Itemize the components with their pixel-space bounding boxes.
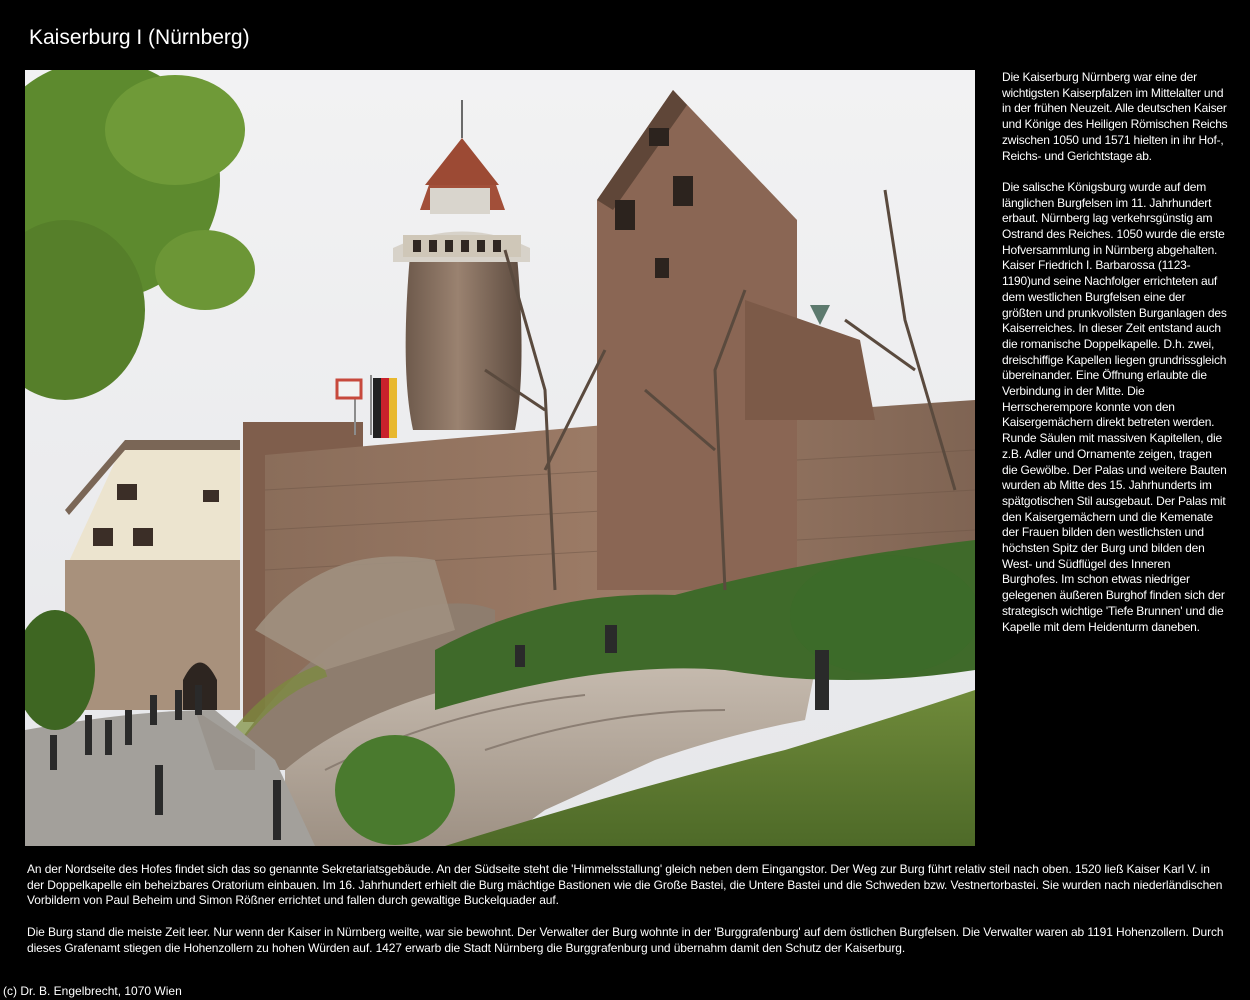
page-title: Kaiserburg I (Nürnberg)	[29, 26, 250, 49]
bottom-paragraph: An der Nordseite des Hofes findet sich das so genannte Sekretariatsgebäude. An der Südseite steht die 'Himmelsstallung' gleich neben dem Eingangstor. Der Weg zur Burg führt relativ steil nach oben. 1520 ließ Kaiser Karl V. in der Doppelkapelle ein beheizbares Oratorium einbauen. Im 16. Jahrhundert erhielt die Burg mächtige Bastionen wie die Große Bastei, die Untere Bastei und die Schweden bzw. Vestnertorbastei. Sie wurden nach niederländischen Vorbildern von Paul Beheim und Simon Rößner errichtet und fallen durch gewaltige Buckelquader auf.	[27, 862, 1223, 908]
copyright-footer: (c) Dr. B. Engelbrecht, 1070 Wien	[3, 984, 182, 998]
side-paragraph: Die salische Königsburg wurde auf dem länglichen Burgfelsen im 11. Jahrhundert erbaut. Nürnberg lag verkehrsgünstig am Ostrand des Reiches. 1050 wurde die erste Hofversammlung in Nürnberg abgehalten. Kaiser Friedrich I. Barbarossa (1123-1190)und seine Nachfolger errichteten auf dem westlichen Burgfelsen eine der größten und prunkvollsten Burganlagen des Kaiserreiches. In dieser Zeit entstand auch die romanische Doppelkapelle. D.h. zwei, dreischiffige Kapellen liegen grundrissgleich übereinander. Eine Öffnung erlaubte die Verbindung in der Mitte. Die Herrscherempore konnte von den Kaisergemächern direkt betreten werden. Runde Säulen mit massiven Kapitellen, die z.B. Adler und Ornamente zeigen, tragen die Gewölbe. Der Palas und weitere Bauten wurden ab Mitte des 15. Jahrhunderts im spätgotischen Stil ausgebaut. Der Palas mit den Kaisergemächern und die Kemenate der Frauen bilden den westlichsten und höchsten Spitz der Burg und bilden den West- und Südflügel des Inneren Burghofes. Im schon etwas niedriger gelegenen äußeren Burghof finden sich der strategisch wichtige 'Tiefe Brunnen' und die Kapelle mit dem Heidenturm daneben.	[1002, 179, 1227, 634]
bottom-paragraph: Die Burg stand die meiste Zeit leer. Nur wenn der Kaiser in Nürnberg weilte, war sie bewohnt. Der Verwalter der Burg wohnte in der 'Burggrafenburg' auf dem östlichen Burgfelsen. Die Verwalter waren ab 1191 Hohenzollern. Durch dieses Grafenamt stiegen die Hohenzollern zu hohen Würden auf. 1427 erwarb die Stadt Nürnberg die Burggrafenburg und übernahm damit den Schutz der Kaiserburg.	[27, 924, 1224, 955]
bottom-text	[27, 862, 1227, 956]
side-paragraph: Die Kaiserburg Nürnberg war eine der wichtigsten Kaiserpfalzen im Mittelalter und in der frühen Neuzeit. Alle deutschen Kaiser und Könige des Heiligen Römischen Reichs zwischen 1050 und 1571 hielten in ihr Hof-, Reichs- und Gerichtstage ab.	[1002, 70, 1228, 163]
side-text	[1002, 70, 1228, 635]
castle-photo	[25, 70, 975, 846]
